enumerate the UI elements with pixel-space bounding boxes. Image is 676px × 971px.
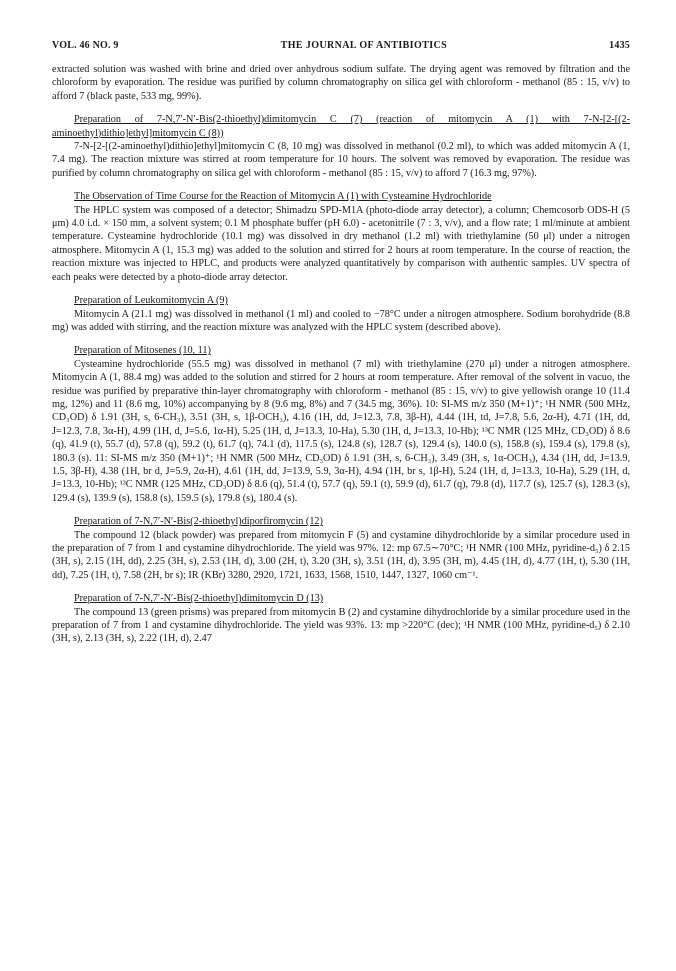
journal-page <box>52 40 630 646</box>
section-time-course <box>52 190 630 284</box>
section-heading: Preparation of 7-N,7′-N′-Bis(2-thioethyl)diporfiromycin (12) <box>74 516 323 528</box>
section-body: The HPLC system was composed of a detector; Shimadzu SPD-M1A (photo-diode array detector), a column; Chemcosorb ODS-H (5 μm) 4.0 i.d. × 150 mm, a solvent system; 0.1 M phosphate buffer (pH 6.0) - acetonitrile (7 : 3, v/v), and a flow rate; 1 ml/minute at ambient temperature. Cysteamine hydrochloride (10.1 mg) was dissolved in dry methanol (1.2 ml) with triethylamine (50 μl) under a nitrogen atmosphere. Mitomycin A (1, 15.3 mg) was added to the solution and stirred for 2 hours at room temperature. In the course of reaction, the reaction mixture was injected to HPLC, and products were analyzed quantitatively by comparison with authentic samples. UV spectra of each peaks were detected by a photo-diode array detector. <box>52 204 630 283</box>
page-number: 1435 <box>609 40 630 51</box>
section-dimitomycin-d <box>52 592 630 646</box>
section-heading: Preparation of Leukomitomycin A (9) <box>74 295 228 307</box>
section-heading: The Observation of Time Course for the Reaction of Mitomycin A (1) with Cysteamine Hydrochloride <box>74 191 492 203</box>
paragraph-continued: extracted solution was washed with brine and dried over anhydrous sodium sulfate. The drying agent was removed by filtration and the chloroform by evaporation. The residue was purified by column chromatography on silica gel with chloroform - methanol (85 : 15, v/v) to afford 7 (black paste, 533 mg, 99%). <box>52 64 630 102</box>
section-leukomitomycin <box>52 294 630 334</box>
section-body: Cysteamine hydrochloride (55.5 mg) was dissolved in methanol (7 ml) with triethylamine (270 μl) under a nitrogen atmosphere. Mitomycin A (1, 88.4 mg) was added to the solution and stirred for 2 hours at room temperature. After removal of the solvent in vacuo, the residue was purified by preparative thin-layer chromatography with chloroform - methanol (85 : 15, v/v) to give yellowish orange 10 (11.4 mg, 12%) and 11 (8.6 mg, 10%) accompanying by 8 (9.6 mg, 8%) and 7 (34.5 mg, 36%). 10: SI-MS m/z 350 (M+1)⁺; ¹H NMR (500 MHz, CD₃OD) δ 1.91 (3H, s, 6-CH₃), 3.51 (3H, s, 1β-OCH₃), 4.16 (1H, dd, J=12.3, 7.8, 3β-H), 4.44 (1H, td, J=7.8, 5.6, 2α-H), 4.71 (1H, dd, J=12.3, 7.8, 3α-H), 4.99 (1H, d, J=5.6, 1α-H), 5.25 (1H, d, J=13.3, 10-Ha), 5.30 (1H, d, J=13.3, 10-Hb); ¹³C NMR (125 MHz, CD₃OD) δ 8.6 (q), 41.9 (t), 55.7 (d), 57.8 (q), 59.2 (t), 61.7 (q), 74.1 (d), 117.5 (s), 124.8 (s), 128.7 (s), 129.4 (s), 140.0 (s), 158.8 (s), 159.4 (s), 179.8 (s), 180.3 (s). 11: SI-MS m/z 350 (M+1)⁺; ¹H NMR (500 MHz, CD₃OD) δ 1.91 (3H, s, 6-CH₃), 3.49 (3H, s, 1α-OCH₃), 4.34 (1H, dd, J=13.9, 1.5, 3β-H), 4.38 (1H, br d, J=5.9, 2α-H), 4.61 (1H, dd, J=13.9, 5.9, 3α-H), 4.94 (1H, br s, 1β-H), 5.24 (1H, d, J=13.3, 10-Ha), 5.29 (1H, d, J=13.3, 10-Hb); ¹³C NMR (125 MHz, CD₃OD) δ 8.6 (q), 51.4 (t), 57.7 (q), 59.1 (t), 59.9 (d), 61.7 (q), 79.8 (d), 117.7 (s), 125.7 (s), 128.3 (s), 129.4 (s), 139.9 (s), 158.8 (s), 159.5 (s), 179.8 (s), 180.4 (s). <box>52 358 630 504</box>
volume-number: VOL. 46 NO. 9 <box>52 40 119 51</box>
section-preparation-7 <box>52 113 630 180</box>
section-body: The compound 13 (green prisms) was prepared from mitomycin B (2) and cystamine dihydrochloride by a similar procedure used in the preparation of 7 from 1 and cystamine dihydrochloride. The yield was 93%. 13: mp >220°C (dec); ¹H NMR (100 MHz, pyridine-d₅) δ 2.10 (3H, s), 2.13 (3H, s), 2.22 (1H, d), 2.47 <box>52 606 630 645</box>
journal-title: THE JOURNAL OF ANTIBIOTICS <box>280 40 448 51</box>
section-mitosenes <box>52 344 630 505</box>
section-heading: Preparation of Mitosenes (10, 11) <box>74 345 211 357</box>
section-body: The compound 12 (black powder) was prepared from mitomycin F (5) and cystamine dihydrochloride by a similar procedure used in the preparation of 7 from 1 and cystamine dihydrochloride. The yield was 97%. 12: mp 67.5∼70°C; ¹H NMR (100 MHz, pyridine-d₅) δ 2.15 (3H, s), 2.15 (1H, dd), 2.25 (3H, s), 2.53 (1H, d), 3.00 (2H, t), 3.20 (3H, s), 3.51 (1H, d), 3.95 (3H, m), 4.45 (1H, d), 4.77 (1H, t), 5.30 (1H, dd), 7.25 (1H, t), 7.58 (2H, br s); IR (KBr) 3280, 2920, 1721, 1633, 1568, 1510, 1447, 1327, 1060 cm⁻¹. <box>52 529 630 581</box>
section-body: 7-N-[2-[(2-aminoethyl)dithio]ethyl]mitomycin C (8, 10 mg) was dissolved in methanol (0.2 ml), to which was added mitomycin A (1, 7.4 mg). The reaction mixture was stirred at room temperature for 10 hours. The solvent was removed by evaporation. The residue was purified by column chromatography on silica gel with chloroform - methanol (85 : 15, v/v) to afford 7 (16.3 mg, 97%). <box>52 141 630 179</box>
running-header <box>52 40 630 51</box>
section-heading: Preparation of 7-N,7′-N′-Bis(2-thioethyl)dimitomycin C (7) (reaction of mitomycin A (1) with 7-N-[2-[(2-aminoethyl)dithio]ethyl]mitomycin C (8)) <box>52 114 630 139</box>
section-heading: Preparation of 7-N,7′-N′-Bis(2-thioethyl)dimitomycin D (13) <box>74 593 324 605</box>
section-body: Mitomycin A (21.1 mg) was dissolved in methanol (1 ml) and cooled to −78°C under a nitrogen atmosphere. Sodium borohydride (8.8 mg) was added with stirring, and the reaction mixture was analyzed with the HPLC system (described above). <box>52 308 630 333</box>
section-diporfiromycin <box>52 515 630 582</box>
